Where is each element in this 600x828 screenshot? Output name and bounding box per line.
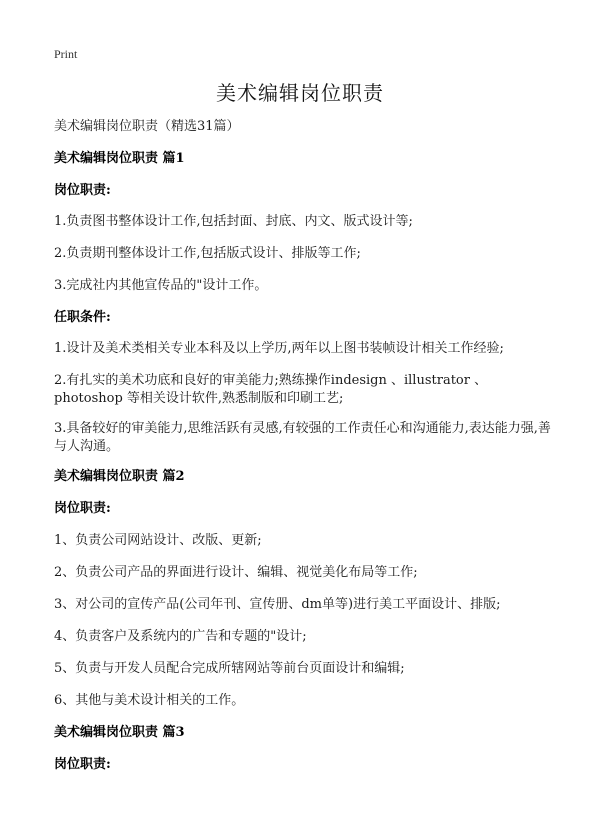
- section-heading: 美术编辑岗位职责 篇2: [54, 469, 185, 484]
- duty-item: 3、对公司的宣传产品(公司年刊、宣传册、dm单等)进行美工平面设计、排版;: [54, 597, 501, 612]
- document-title: 美术编辑岗位职责: [216, 81, 384, 105]
- duty-item: 3.完成社内其他宣传品的"设计工作。: [54, 278, 268, 293]
- requirements-heading: 任职条件:: [54, 310, 111, 325]
- section-heading: 美术编辑岗位职责 篇3: [54, 725, 185, 740]
- duties-heading: 岗位职责:: [54, 757, 111, 772]
- duty-item: 4、负责客户及系统内的广告和专题的"设计;: [54, 629, 307, 644]
- requirement-item: 1.设计及美术类相关专业本科及以上学历,两年以上图书装帧设计相关工作经验;: [54, 341, 504, 356]
- print-label: Print: [54, 47, 78, 61]
- duties-heading: 岗位职责:: [54, 183, 111, 198]
- requirement-item: 3.具备较好的审美能力,思维活跃有灵感,有较强的工作责任心和沟通能力,表达能力强,善与人沟通。: [54, 421, 551, 454]
- duty-item: 5、负责与开发人员配合完成所辖网站等前台页面设计和编辑;: [54, 661, 405, 676]
- document-subtitle: 美术编辑岗位职责（精选31篇）: [54, 119, 240, 134]
- duty-item: 6、其他与美术设计相关的工作。: [54, 693, 245, 708]
- duty-item: 1、负责公司网站设计、改版、更新;: [54, 533, 262, 548]
- duty-item: 2.负责期刊整体设计工作,包括版式设计、排版等工作;: [54, 246, 361, 261]
- duty-item: 2、负责公司产品的界面进行设计、编辑、视觉美化布局等工作;: [54, 565, 418, 580]
- section-heading: 美术编辑岗位职责 篇1: [54, 151, 185, 166]
- duty-item: 1.负责图书整体设计工作,包括封面、封底、内文、版式设计等;: [54, 214, 413, 229]
- requirement-item: 2.有扎实的美术功底和良好的审美能力;熟练操作indesign 、illustrator 、photoshop 等相关设计软件,熟悉制版和印刷工艺;: [54, 373, 488, 406]
- duties-heading: 岗位职责:: [54, 501, 111, 516]
